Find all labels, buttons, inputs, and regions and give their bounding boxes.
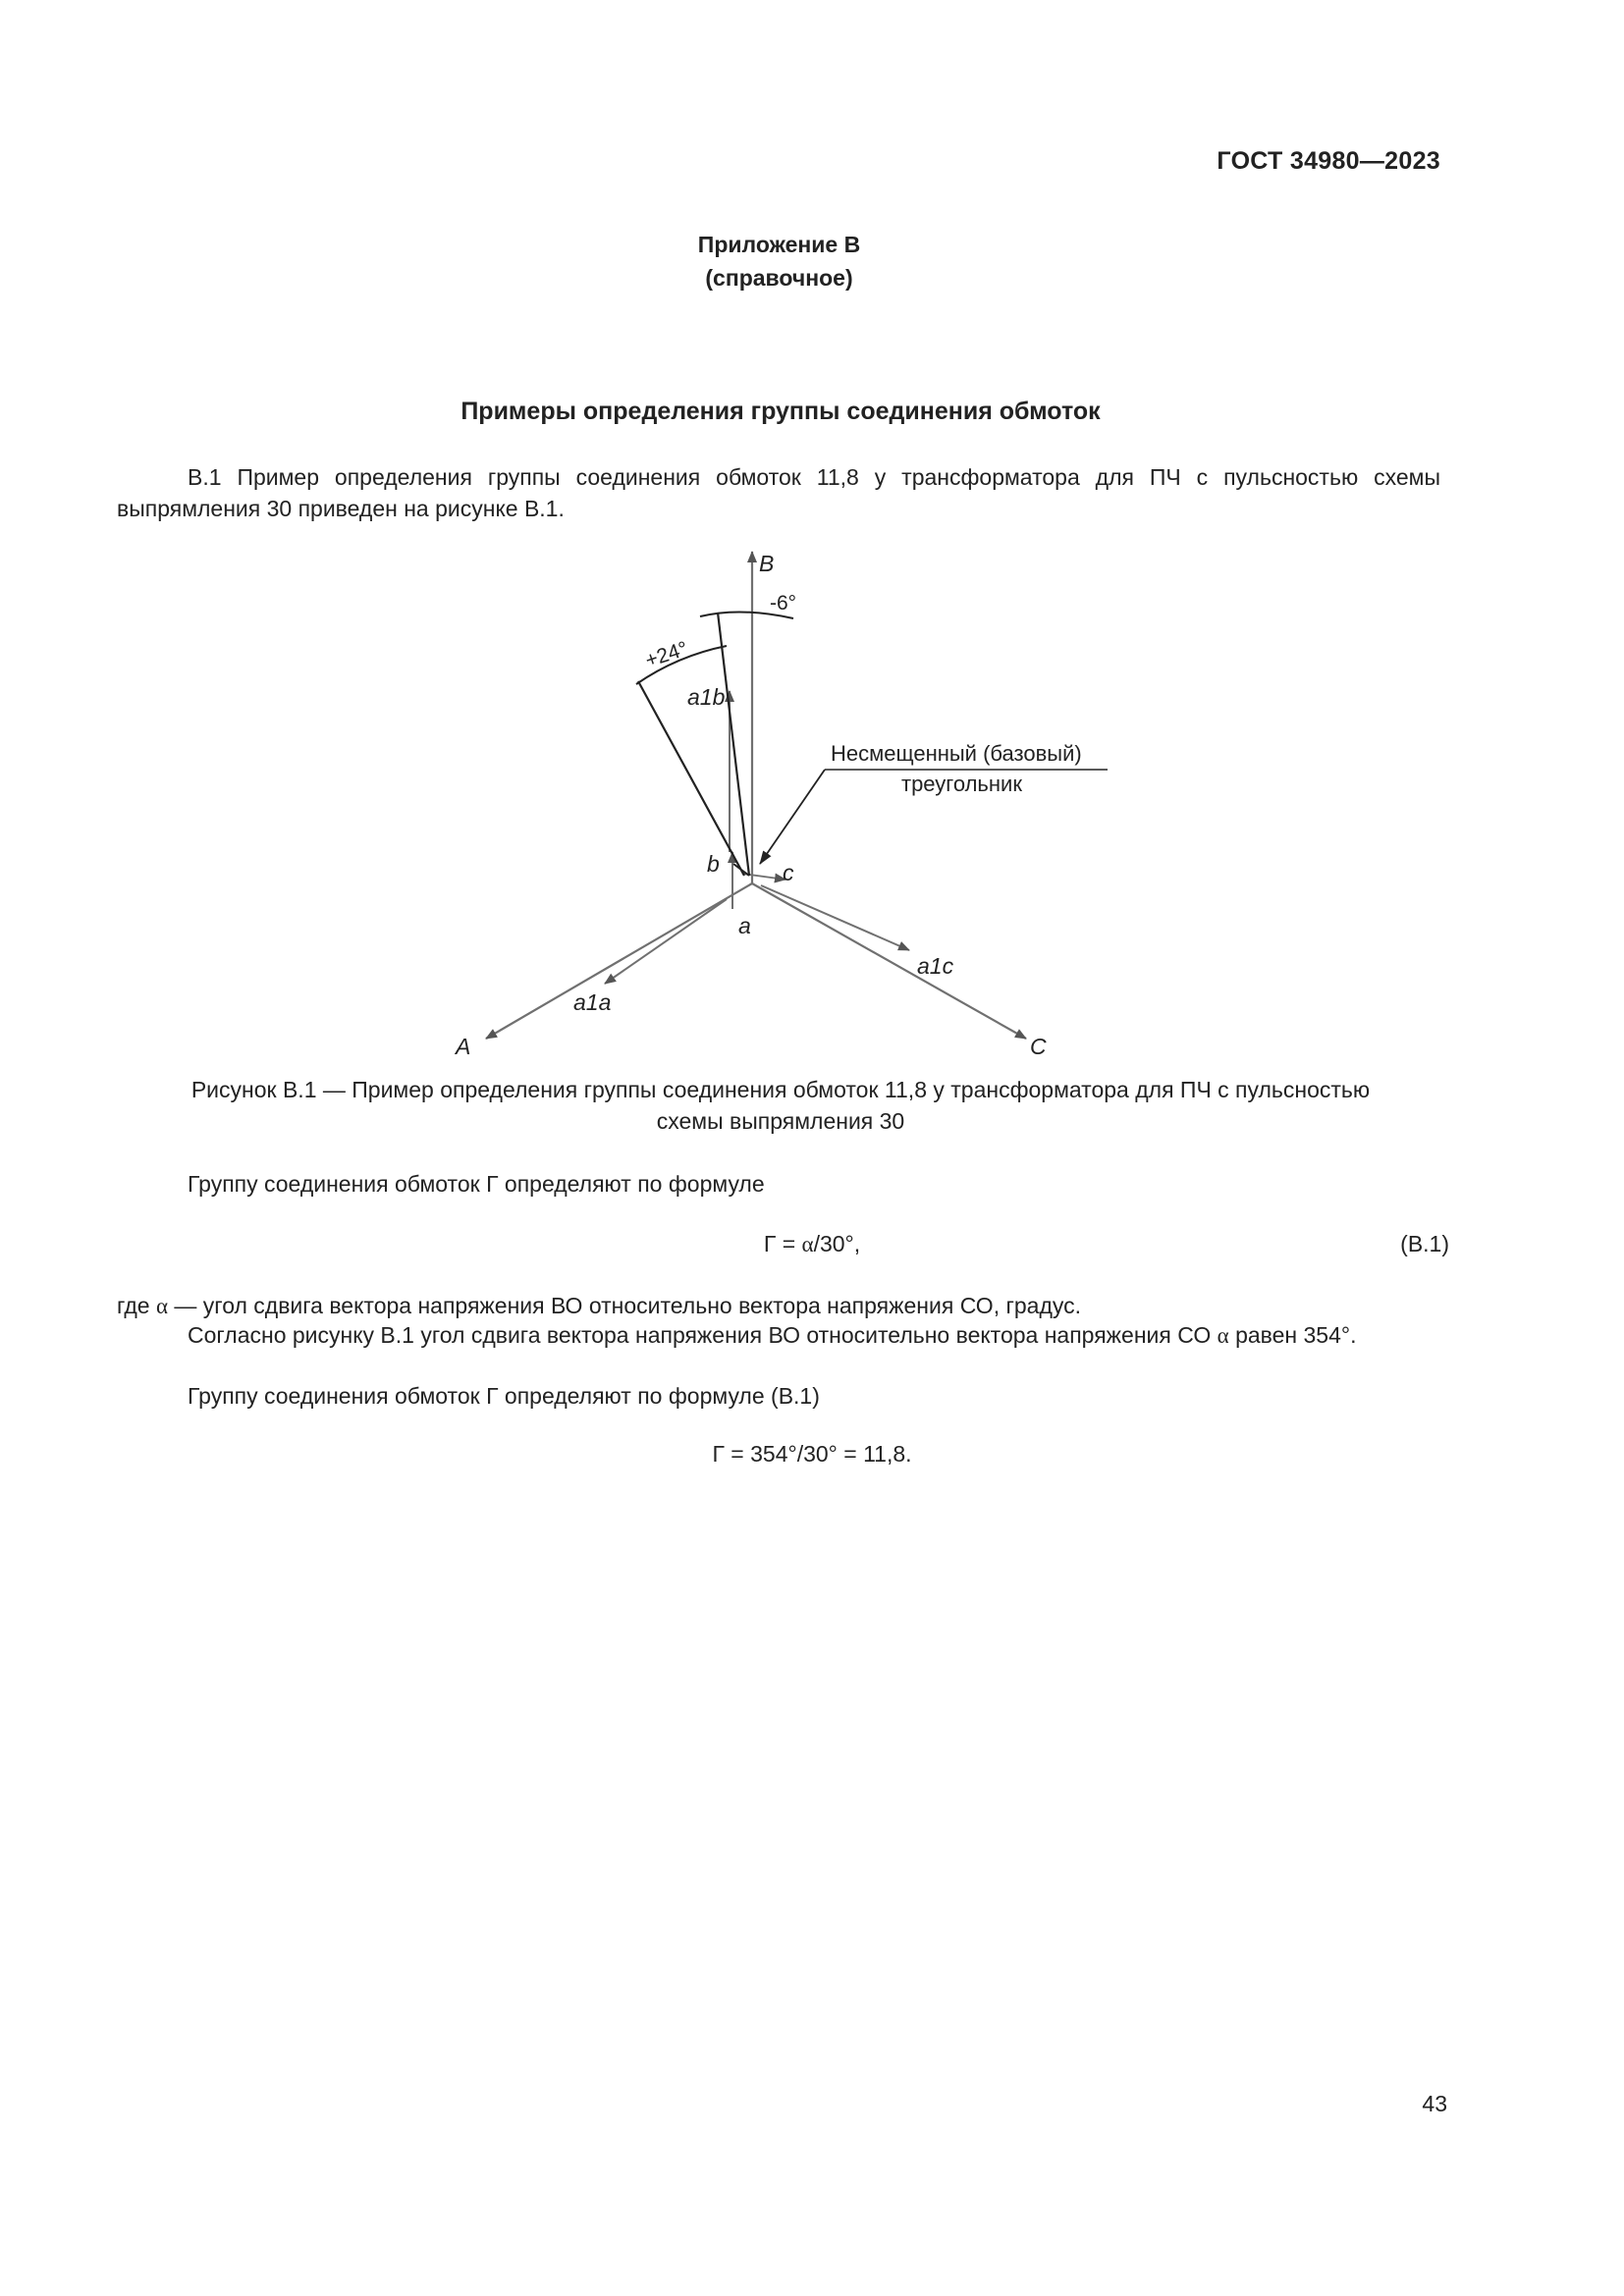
- p3-alpha: α: [155, 1294, 169, 1318]
- paragraph-angle-value: [117, 1319, 1440, 1352]
- caption-line-2: схемы выпрямления 30: [656, 1108, 905, 1134]
- vector-oc: [752, 883, 1026, 1039]
- label-a1a: a1a: [573, 989, 612, 1015]
- label-A: A: [456, 1034, 471, 1059]
- paragraph-formula-ref: Группу соединения обмоток Г определяют по формуле (В.1): [188, 1383, 820, 1409]
- figure-caption: [98, 1074, 1463, 1137]
- callout-leader: [760, 770, 825, 864]
- page-number: 43: [1422, 2091, 1447, 2116]
- label-a1b: a1b: [687, 684, 726, 710]
- label-B: B: [759, 551, 775, 576]
- label-a1c: a1c: [917, 953, 954, 979]
- annex-subtitle: (справочное): [705, 265, 853, 291]
- vector-a1a: [605, 899, 727, 984]
- caption-line-1: Рисунок В.1 — Пример определения группы соединения обмоток 11,8 у трансформатора для ПЧ с пульсностью: [190, 1077, 1371, 1102]
- paragraph-b1: В.1 Пример определения группы соединения обмоток 11,8 у трансформатора для ПЧ с пульсностью схемы выпрямления 30 приведен на рисунке В.1.: [117, 464, 1440, 521]
- vector-oa: [486, 883, 752, 1039]
- formula-1-number: (В.1): [1400, 1231, 1449, 1256]
- formula-2: Г = 354°/30° = 11,8.: [712, 1441, 912, 1467]
- formula-1-alpha: α: [801, 1232, 814, 1256]
- callout-line-1: Несмещенный (базовый): [831, 741, 1082, 766]
- vector-diagram: [0, 530, 1624, 1060]
- label-angle-minus6: -6°: [770, 592, 797, 614]
- formula-1-suffix: /30°,: [813, 1231, 861, 1256]
- annex-title: Приложение В: [697, 232, 861, 257]
- label-b: b: [707, 851, 720, 877]
- p3-prefix: где: [117, 1293, 156, 1318]
- formula-1: [0, 1231, 1624, 1257]
- shifted-line-short: [733, 864, 749, 876]
- vector-a1c: [761, 885, 909, 950]
- label-angle-plus24: +24°: [642, 637, 691, 672]
- callout-line-2: треугольник: [901, 772, 1022, 796]
- label-C: C: [1030, 1034, 1047, 1059]
- p4-prefix: Согласно рисунку В.1 угол сдвига вектора напряжения ВО относительно вектора напряжения СО: [188, 1322, 1218, 1348]
- paragraph-formula-intro: Группу соединения обмоток Г определяют по формуле: [188, 1171, 765, 1197]
- section-title: Примеры определения группы соединения обмоток: [460, 398, 1101, 425]
- annex-heading: [0, 228, 1558, 294]
- p3-rest: — угол сдвига вектора напряжения ВО относительно вектора напряжения СО, градус.: [168, 1293, 1081, 1318]
- p4-alpha: α: [1217, 1323, 1229, 1348]
- p4-rest: равен 354°.: [1228, 1322, 1357, 1348]
- paragraph-alpha-definition: [117, 1290, 1440, 1322]
- label-c: c: [783, 860, 794, 885]
- formula-1-prefix: Г =: [763, 1231, 802, 1256]
- label-a: a: [738, 913, 751, 938]
- document-code: ГОСТ 34980—2023: [1217, 147, 1440, 175]
